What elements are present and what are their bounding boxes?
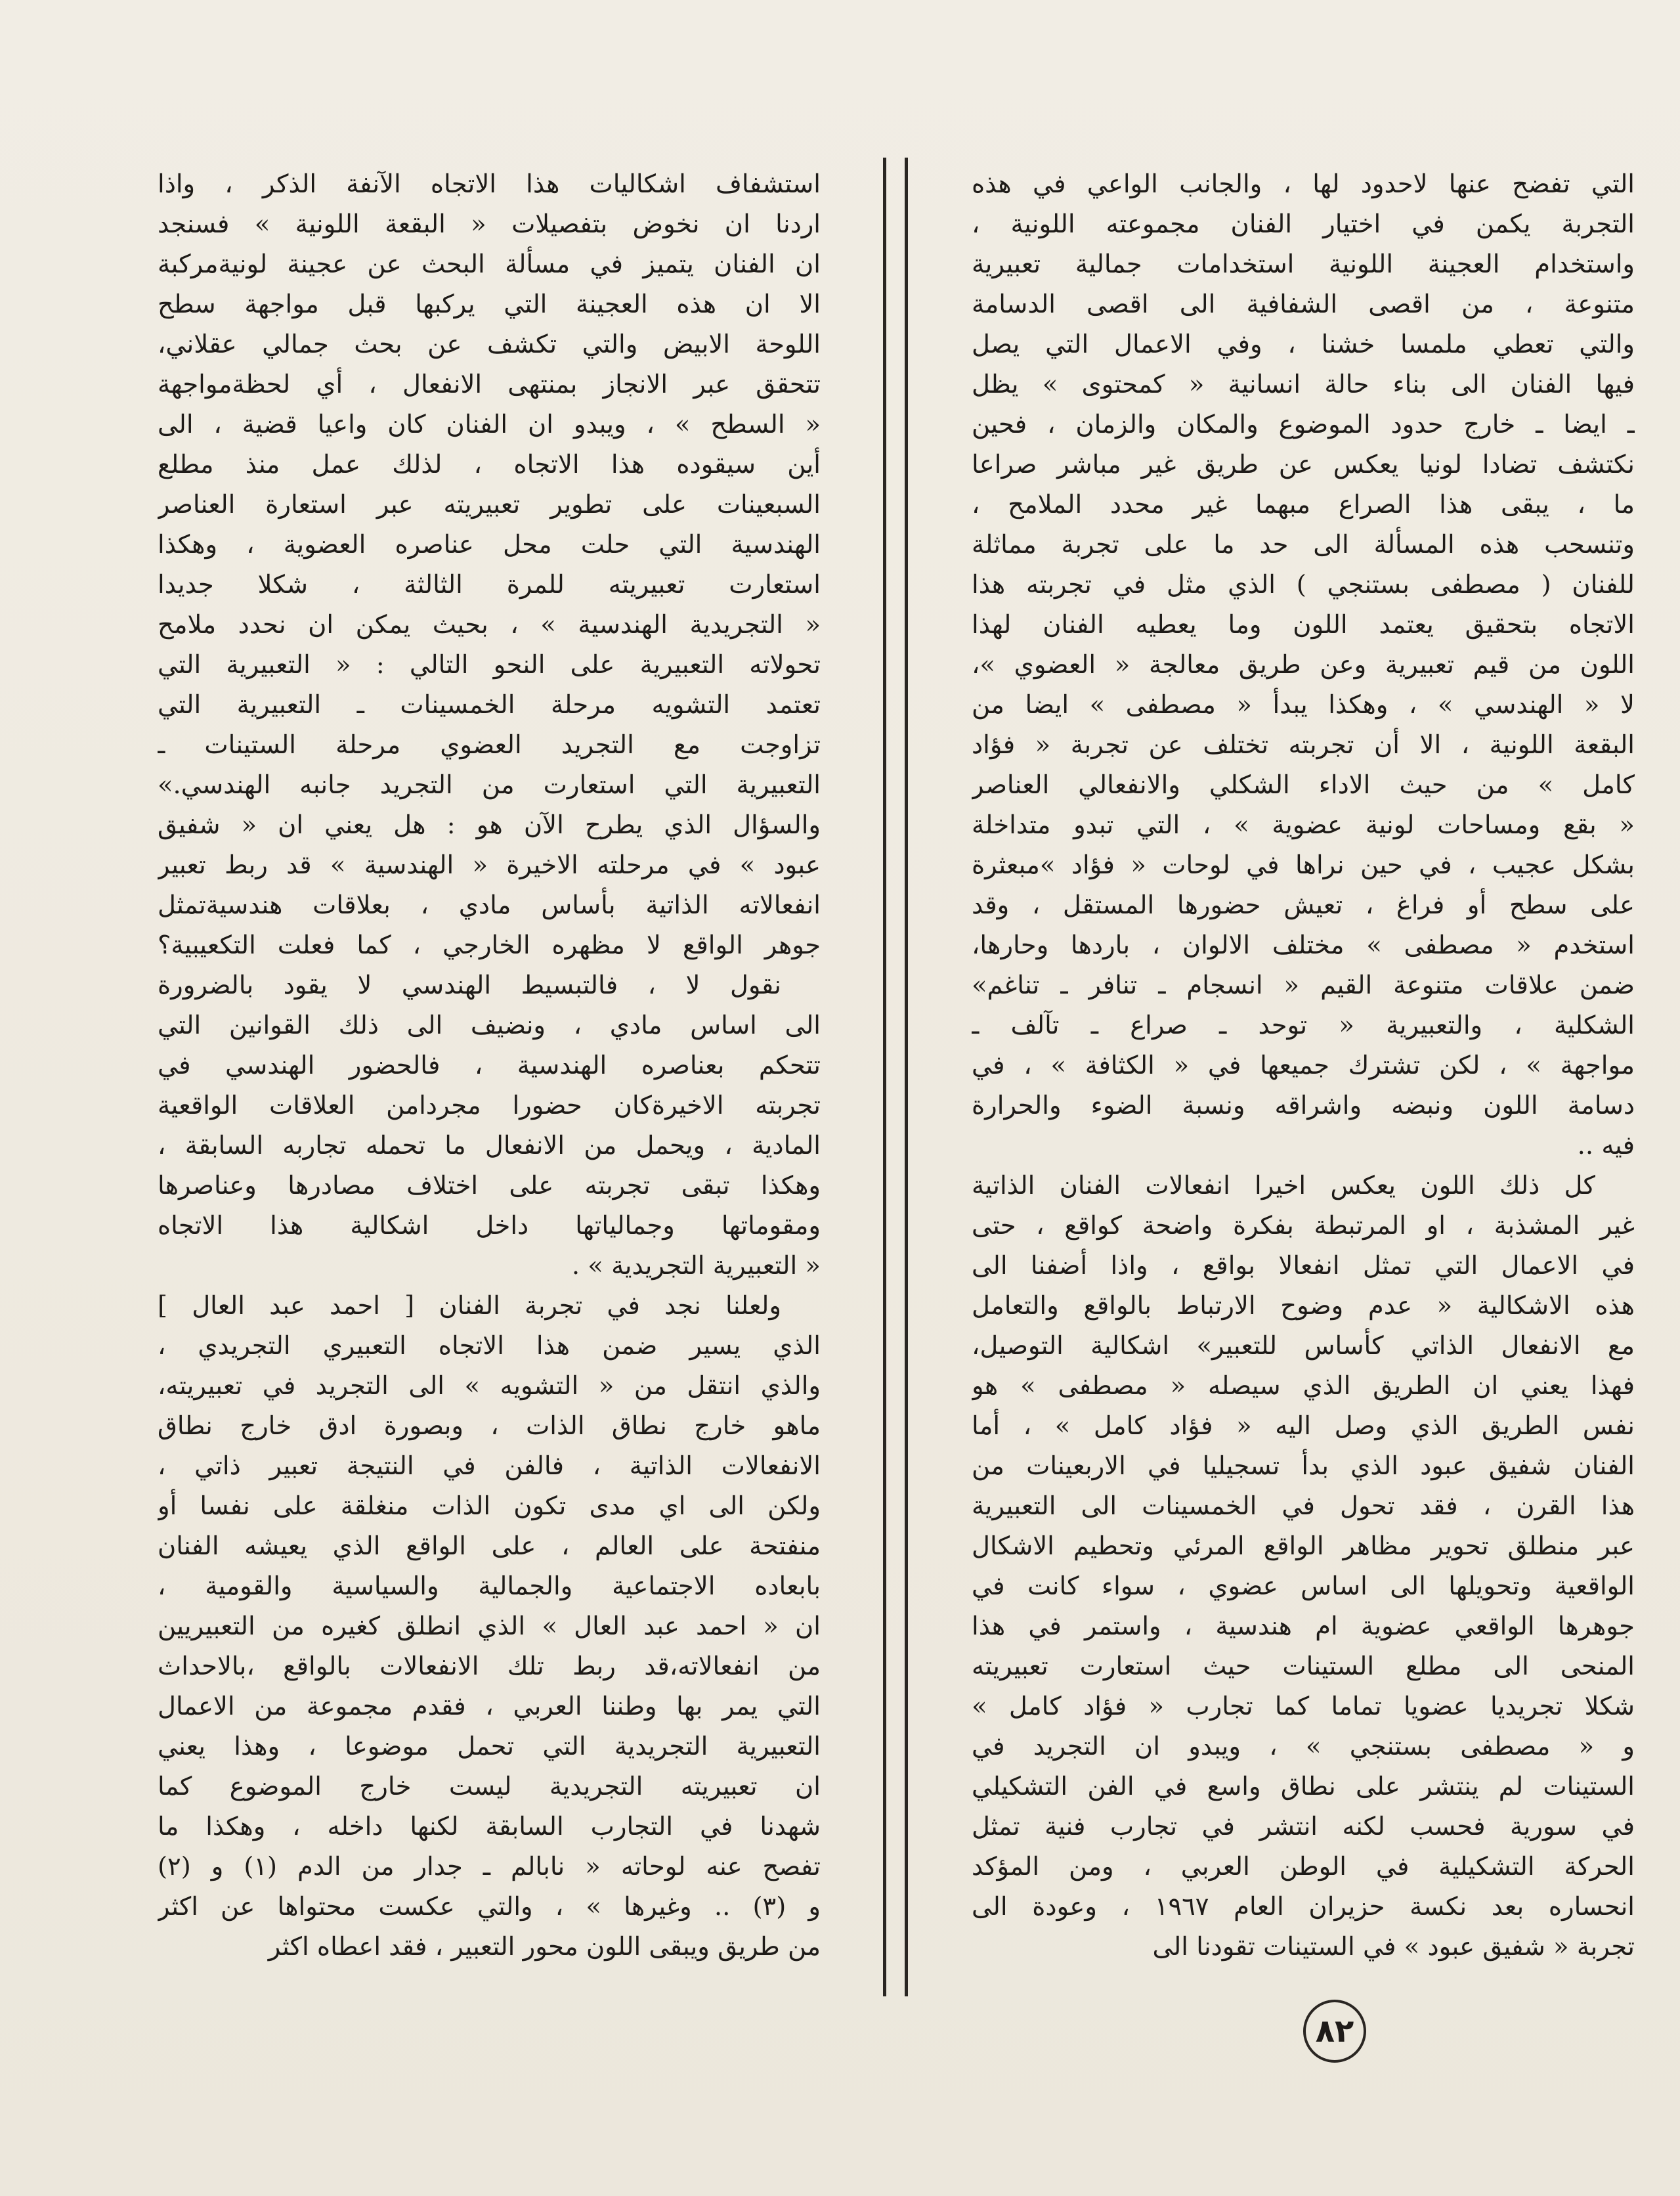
text-line: التجربة يكمن في اختيار الفنان مجموعته اللونية ، [972,209,1635,239]
text-line: واستخدام العجينة اللونية استخدامات جمالية تعبيرية [972,250,1635,279]
text-line: من طريق ويبقى اللون محور التعبير ، فقد اعطاه اكثر [268,1932,821,1962]
text-line: الاتجاه بتحقيق يعتمد اللون وما يعطيه الفنان لهذا [972,610,1635,640]
text-line: و (٣) .. وغيرها » ، والتي عكست محتواها عن اكثر [158,1892,821,1922]
text-line: تتحكم بعناصره الهندسية ، فالحضور الهندسي في [158,1051,821,1080]
text-line: ماهو خارج نطاق الذات ، وبصورة ادق خارج نطاق [158,1411,821,1441]
text-line: تحولاته التعبيرية على النحو التالي : « التعبيرية التي [158,650,821,680]
text-line: استخدم « مصطفى » مختلف الالوان ، باردها وحارها، [972,931,1635,960]
text-line: والذي انتقل من « التشويه » الى التجريد في تعبيريته، [158,1371,821,1401]
text-line: مواجهة » ، لكن تشترك جميعها في « الكثافة » ، في [972,1051,1635,1080]
text-line: « التعبيرية التجريدية » . [571,1251,821,1281]
text-line: جوهر الواقع لا مظهره الخارجي ، كما فعلت التكعيبية؟ [158,931,821,960]
text-line: ان تعبيريته التجريدية ليست خارج الموضوع كما [158,1772,821,1801]
text-line: الى اساس مادي ، ونضيف الى ذلك القوانين التي [158,1011,821,1040]
text-line: و « مصطفى بستنجي » ، ويبدو ان التجريد في [972,1732,1635,1761]
text-line: بشكل عجيب ، في حين نراها في لوحات « فؤاد »مبعثرة [972,850,1635,880]
text-line: الا ان هذه العجينة التي يركبها قبل مواجهة سطح [158,290,821,319]
text-line: والتي تعطي ملمسا خشنا ، وفي الاعمال التي يصل [972,330,1635,359]
text-line: عبر منطلق تحوير مظاهر الواقع المرئي وتحطيم الاشكال [972,1531,1635,1561]
text-line: الشكلية ، والتعبيرية « توحد ـ صراع ـ تآلف ـ [972,1011,1635,1040]
text-line: التعبيرية التي استعارت من التجريد جانبه الهندسي.» [158,770,821,800]
text-line: « بقع ومساحات لونية عضوية » ، التي تبدو متداخلة [972,810,1635,840]
text-line: الهندسية التي حلت محل عناصره العضوية ، وهكذا [158,530,821,560]
text-line: مع الانفعال الذاتي كأساس للتعبير» اشكالية التوصيل، [972,1331,1635,1361]
text-line: تجربة « شفيق عبود » في الستينات تقودنا الى [1152,1932,1635,1962]
text-line: وتنسحب هذه المسألة الى حد ما على تجربة مماثلة [972,530,1635,560]
text-line: السبعينات على تطوير تعبيريته عبر استعارة العناصر [158,490,821,519]
page-number: ٨٢ [1303,2000,1366,2063]
text-line: ولكن الى اي مدى تكون الذات منغلقة على نفسا أو [158,1491,821,1521]
text-line: المادية ، ويحمل من الانفعال ما تحمله تجاربه السابقة ، [158,1131,821,1160]
text-line: عبود » في مرحلته الاخيرة « الهندسية » قد ربط تعبير [158,850,821,880]
text-line: انحساره بعد نكسة حزيران العام ١٩٦٧ ، وعودة الى [972,1892,1635,1922]
text-line: من انفعالاته،قد ربط تلك الانفعالات بالواقع ،بالاحداث [158,1652,821,1681]
text-line: لا « الهندسي » ، وهكذا يبدأ « مصطفى » ايضا من [972,690,1635,720]
text-line: تجربته الاخيرةكان حضورا مجردامن العلاقات الواقعية [158,1091,821,1120]
text-line: هذا القرن ، فقد تحول في الخمسينات الى التعبيرية [972,1491,1635,1521]
text-line: استعارت تعبيريته للمرة الثالثة ، شكلا جديدا [158,570,821,600]
text-line: بابعاده الاجتماعية والجمالية والسياسية والقومية ، [158,1571,821,1601]
text-line: نقول لا ، فالتبسيط الهندسي لا يقود بالضرورة [158,971,781,1000]
text-line: والسؤال الذي يطرح الآن هو : هل يعني ان « شفيق [158,810,821,840]
text-line: الستينات لم ينتشر على نطاق واسع في الفن التشكيلي [972,1772,1635,1801]
text-line: التي يمر بها وطننا العربي ، فقدم مجموعة من الاعمال [158,1692,821,1721]
text-line: أين سيقوده هذا الاتجاه ، لذلك عمل منذ مطلع [158,450,821,479]
text-line: ان « احمد عبد العال » الذي انطلق كغيره من التعبيريين [158,1612,821,1641]
text-line: نفس الطريق الذي وصل اليه « فؤاد كامل » ، أما [972,1411,1635,1441]
text-line: تزاوجت مع التجريد العضوي مرحلة الستينات ـ [158,730,821,760]
text-line: هذه الاشكالية « عدم وضوح الارتباط بالواقع والتعامل [972,1291,1635,1321]
text-line: « السطح » ، ويبدو ان الفنان كان واعيا قضية ، الى [158,410,821,439]
text-line: كل ذلك اللون يعكس اخيرا انفعالات الفنان الذاتية [972,1171,1595,1200]
text-line: فيه .. [1577,1131,1635,1160]
text-line: منفتحة على العالم ، على الواقع الذي يعيشه الفنان [158,1531,821,1561]
text-line: اردنا ان نخوض بتفصيلات « البقعة اللونية » فسنجد [158,209,821,239]
text-line: وهكذا تبقى تجربته على اختلاف مصادرها وعناصرها [158,1171,821,1200]
left-text-column [158,164,821,1967]
text-line: الذي يسير ضمن هذا الاتجاه التعبيري التجريدي ، [158,1331,821,1361]
text-line: للفنان ( مصطفى بستنجي ) الذي مثل في تجربته هذا [972,570,1635,600]
text-line: الواقعية وتحويلها الى اساس عضوي ، سواء كانت في [972,1571,1635,1601]
text-line: فهذا يعني ان الطريق الذي سيصله « مصطفى » هو [972,1371,1635,1401]
text-line: « التجريدية الهندسية » ، بحيث يمكن ان نحدد ملامح [158,610,821,640]
text-line: متنوعة ، من اقصى الشفافية الى اقصى الدسامة [972,290,1635,319]
text-line: التعبيرية التجريدية التي تحمل موضوعا ، وهذا يعني [158,1732,821,1761]
text-line: انفعالاته الذاتية بأساس مادي ، بعلاقات هندسيةتمثل [158,890,821,920]
text-line: في الاعمال التي تمثل انفعالا بواقع ، واذا أضفنا الى [972,1251,1635,1281]
text-line: فيها الفنان الى بناء حالة انسانية « كمحتوى » يظل [972,370,1635,399]
text-line: غير المشذبة ، او المرتبطة بفكرة واضحة كواقع ، حتى [972,1211,1635,1241]
text-line: استشفاف اشكاليات هذا الاتجاه الآنفة الذكر ، واذا [158,169,821,199]
text-line: الحركة التشكيلية في الوطن العربي ، ومن المؤكد [972,1852,1635,1881]
text-line: تعتمد التشويه مرحلة الخمسينات ـ التعبيرية التي [158,690,821,720]
text-line: ان الفنان يتميز في مسألة البحث عن عجينة لونيةمركبة [158,250,821,279]
text-line: تتحقق عبر الانجاز بمنتهى الانفعال ، أي لحظةمواجهة [158,370,821,399]
text-line: المنحى الى مطلع الستينات حيث استعارت تعبيريته [972,1652,1635,1681]
text-line: على سطح أو فراغ ، تعيش حضورها المستقل ، وقد [972,890,1635,920]
text-line: ضمن علاقات متنوعة القيم « انسجام ـ تنافر ـ تناغم» [972,971,1635,1000]
text-line: جوهرها الواقعي عضوية ام هندسية ، واستمر في هذا [972,1612,1635,1641]
text-line: في سورية فحسب لكنه انتشر في تجارب فنية تمثل [972,1812,1635,1841]
text-line: ـ ايضا ـ خارج حدود الموضوع والمكان والزمان ، فحين [972,410,1635,439]
text-line: شهدنا في التجارب السابقة لكنها داخله ، وهكذا ما [158,1812,821,1841]
text-line: اللوحة الابيض والتي تكشف عن بحث جمالي عقلاني، [158,330,821,359]
text-line: دسامة اللون ونبضه واشراقه ونسبة الضوء والحرارة [972,1091,1635,1120]
text-line: البقعة اللونية ، الا أن تجربته تختلف عن تجربة « فؤاد [972,730,1635,760]
column-divider [883,158,908,1996]
text-line: الانفعالات الذاتية ، فالفن في النتيجة تعبير ذاتي ، [158,1451,821,1481]
text-line: شكلا تجريديا عضويا تماما كما تجارب « فؤاد كامل » [972,1692,1635,1721]
right-text-column [972,164,1635,1967]
text-line: الفنان شفيق عبود الذي بدأ تسجيليا في الاربعينات من [972,1451,1635,1481]
text-line: التي تفضح عنها لاحدود لها ، والجانب الواعي في هذه [972,169,1635,199]
text-line: كامل » من حيث الاداء الشكلي والانفعالي العناصر [972,770,1635,800]
text-line: اللون من قيم تعبيرية وعن طريق معالجة « العضوي »، [972,650,1635,680]
text-line: تفصح عنه لوحاته « نابالم ـ جدار من الدم (١) و (٢) [158,1852,821,1881]
text-line: نكتشف تضادا لونيا يعكس عن طريق غير مباشر صراعا [972,450,1635,479]
text-line: ما ، يبقى هذا الصراع مبهما غير محدد الملامح ، [972,490,1635,519]
text-line: ومقوماتها وجمالياتها داخل اشكالية هذا الاتجاه [158,1211,821,1241]
text-line: ولعلنا نجد في تجربة الفنان [ احمد عبد العال ] [158,1291,781,1321]
